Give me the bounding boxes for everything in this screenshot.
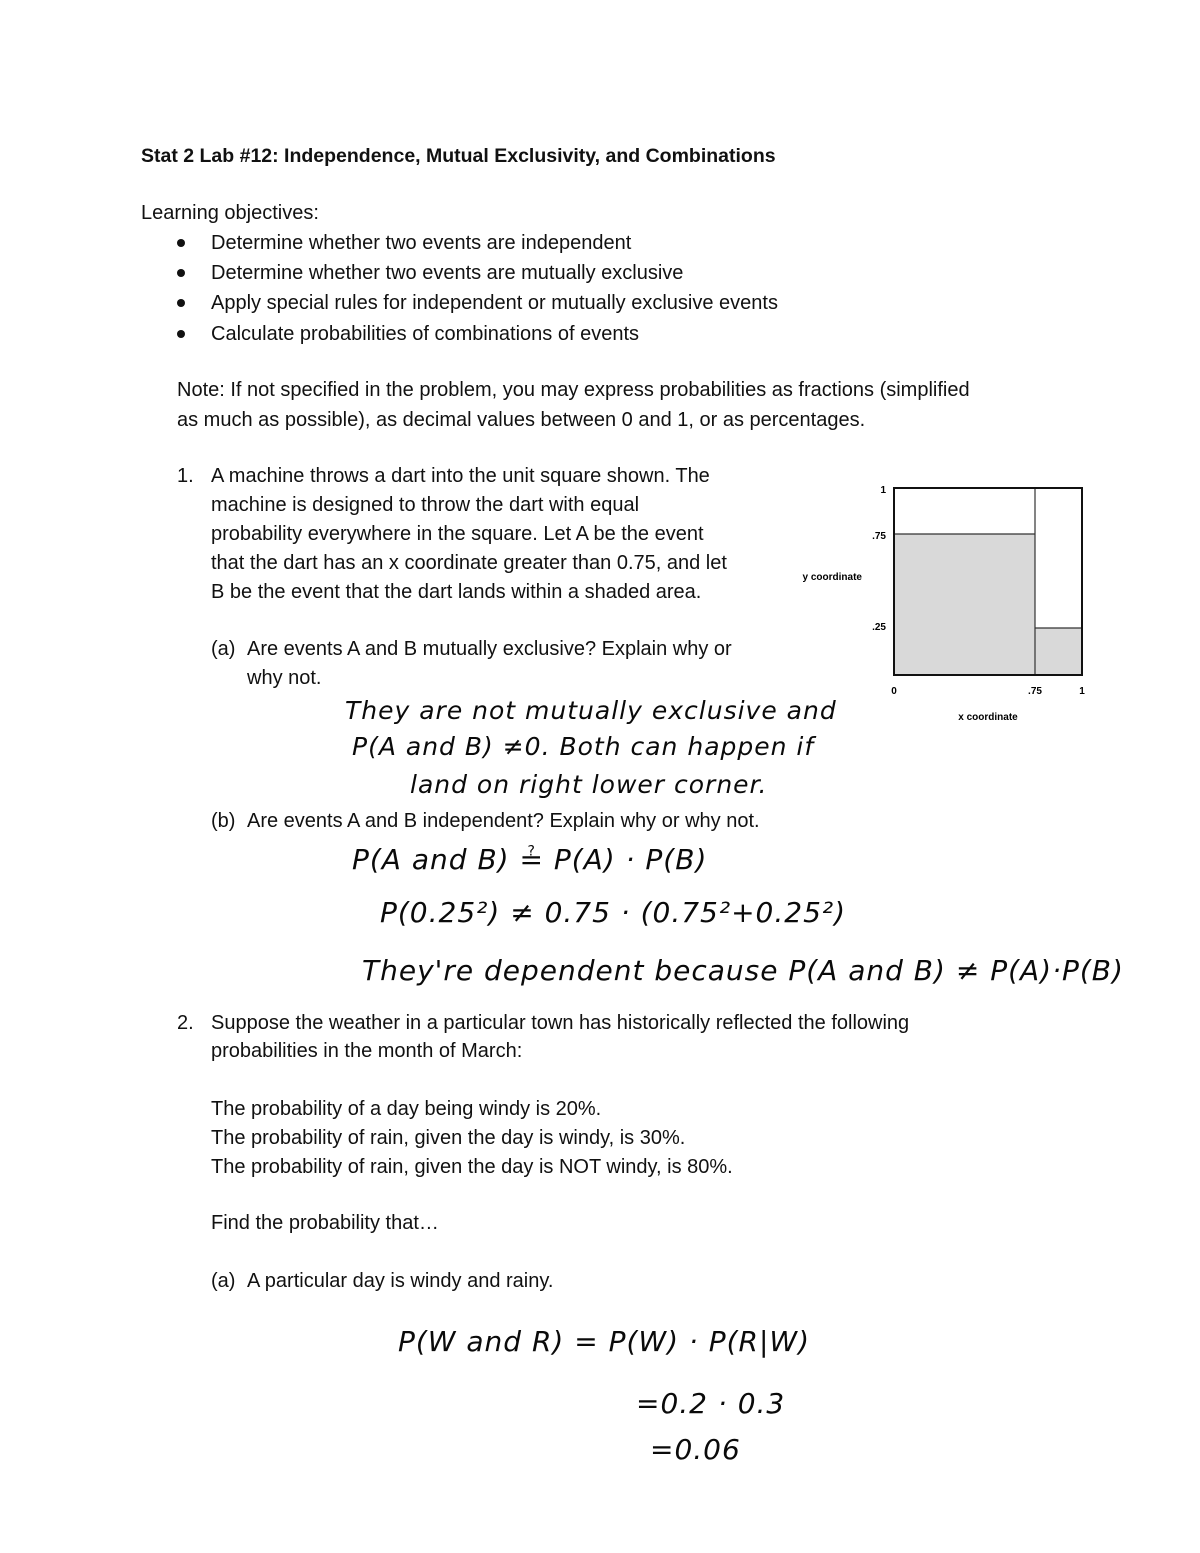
question-text-line: probability everywhere in the square. Let A be the event [211,523,704,545]
y-tick-label: .75 [872,531,886,542]
unit-square-figure [790,478,1090,728]
handwritten-answer: land on right lower corner. [410,770,768,799]
handwritten-answer: P(W and R) = P(W) · P(R|W) [398,1325,811,1358]
handwritten-answer: They are not mutually exclusive and [345,696,837,725]
list-item: Calculate probabilities of combinations of events [211,323,640,345]
question-text-line: A machine throws a dart into the unit square shown. The [211,465,710,487]
subquestion-text: Are events A and B mutually exclusive? Explain why or [247,638,732,660]
handwritten-answer: P(A and B) ≠0. Both can happen if [352,732,815,761]
note-line: Note: If not specified in the problem, you may express probabilities as fractions (simplified [177,379,970,401]
question-number: 1. [177,465,194,487]
note-line: as much as possible), as decimal values between 0 and 1, or as percentages. [177,409,866,431]
handwritten-answer: P(A and B) ≟ P(A) · P(B) [352,843,708,876]
y-axis-label: y coordinate [802,572,862,583]
y-tick-label: .25 [872,622,886,633]
fact-line: The probability of rain, given the day is NOT windy, is 80%. [211,1156,733,1178]
question-text-line: probabilities in the month of March: [211,1040,523,1062]
handwritten-answer: =0.06 [650,1433,741,1466]
fact-line: The probability of rain, given the day is windy, is 30%. [211,1127,686,1149]
question-text-line: B be the event that the dart lands within a shaded area. [211,581,702,603]
x-axis-label: x coordinate [958,712,1018,723]
question-text-line: Suppose the weather in a particular town has historically reflected the following [211,1012,910,1034]
y-tick-label: 1 [880,485,886,496]
subquestion-label: (b) [211,810,236,832]
shaded-region-right [1035,628,1082,675]
question-number: 2. [177,1012,194,1034]
x-tick-label: 0 [891,686,897,697]
bullet-icon [177,269,185,277]
subquestion-label: (a) [211,1270,236,1292]
question-text-line: machine is designed to throw the dart with equal [211,494,640,516]
handwritten-answer: =0.2 · 0.3 [636,1387,786,1420]
handwritten-answer: They're dependent because P(A and B) ≠ P(A)·P(B) [362,954,1124,987]
bullet-icon [177,299,185,307]
handwritten-answer: P(0.25²) ≠ 0.75 · (0.75²+0.25²) [380,896,847,929]
question-text-line: that the dart has an x coordinate greater than 0.75, and let [211,552,727,574]
bullet-icon [177,330,185,338]
list-item: Determine whether two events are mutually exclusive [211,262,684,284]
subquestion-text: A particular day is windy and rainy. [247,1270,554,1292]
list-item: Determine whether two events are independent [211,232,632,254]
find-prompt: Find the probability that… [211,1212,439,1234]
subquestion-label: (a) [211,638,236,660]
list-item: Apply special rules for independent or mutually exclusive events [211,292,778,314]
subquestion-text: why not. [247,667,322,689]
x-tick-label: .75 [1028,686,1042,697]
bullet-icon [177,239,185,247]
fact-line: The probability of a day being windy is 20%. [211,1098,602,1120]
page-title: Stat 2 Lab #12: Independence, Mutual Exclusivity, and Combinations [141,145,776,167]
objectives-heading: Learning objectives: [141,202,319,224]
shaded-region-left [894,534,1035,675]
x-tick-label: 1 [1079,686,1085,697]
subquestion-text: Are events A and B independent? Explain why or why not. [247,810,760,832]
